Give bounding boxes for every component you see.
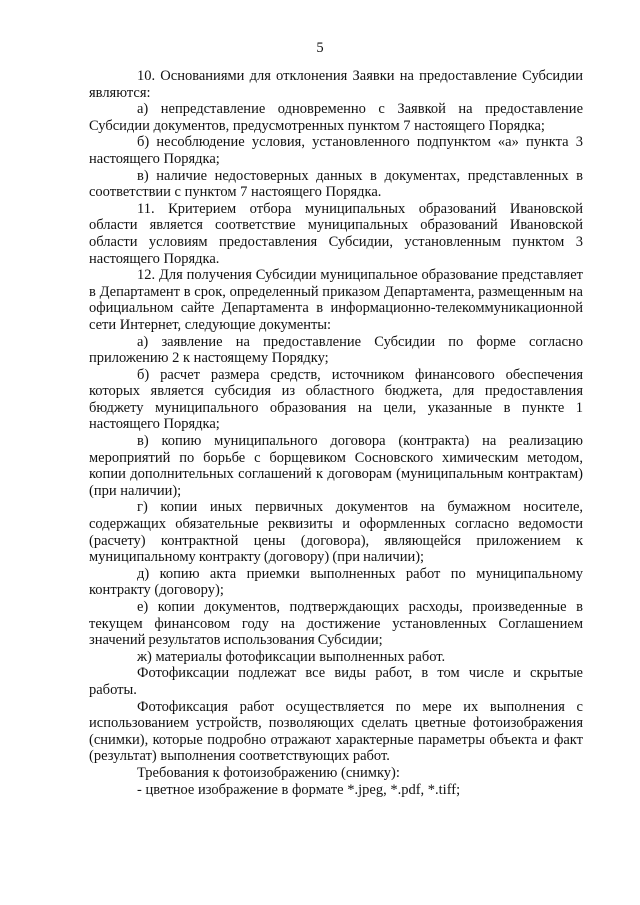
paragraph-photo-requirements: Требования к фотоизображению (снимку): [137, 764, 400, 781]
paragraph-photo-format: - цветное изображение в формате *.jpeg, *.pdf, *.tiff; [137, 781, 461, 798]
paragraph-12-e: е) копии документов, подтверждающих расходы, произведенные в текущем финансовом году на достижение установленных Соглашением значений результатов использования Субсидии; [89, 599, 583, 649]
paragraph-10: 10. Основаниями для отклонения Заявки на предоставление Субсидии являются: [89, 68, 583, 101]
paragraph-12-d: д) копию акта приемки выполненных работ по муниципальному контракту (договору); [89, 565, 583, 599]
paragraph-12-b: б) расчет размера средств, источником финансового обеспечения которых является субсидия из областного бюджета, для предоставления бюджету муниципального образования на цели, указанные в пункте 1 настоящего Порядка; [89, 366, 583, 433]
paragraph-12: 12. Для получения Субсидии муниципальное образование представляет в Департамент в срок, определенный приказом Департамента, размещенным на официальном сайте Департамента в информационно-телекоммуникационной сети Интернет, следующие документы: [89, 267, 583, 333]
paragraph-10-a: а) непредставление одновременно с Заявкой на предоставление Субсидии документов, предусмотренных пунктом 7 настоящего Порядка; [89, 101, 583, 134]
page-number: 5 [316, 40, 324, 56]
paragraph-12-a: а) заявление на предоставление Субсидии по форме согласно приложению 2 к настоящему Порядку; [89, 333, 583, 367]
paragraph-photo-scope: Фотофиксации подлежат все виды работ, в том числе и скрытые работы. [89, 665, 583, 698]
paragraph-photo-procedure: Фотофиксация работ осуществляется по мере их выполнения с использованием устройств, позволяющих сделать цветные фотоизображения (снимки), которые подробно отражают характерные параметры объекта и факт (результат) выполнения соответствующих работ. [89, 698, 583, 765]
paragraph-12-zh: ж) материалы фотофиксации выполненных работ. [137, 648, 446, 665]
paragraph-12-g: г) копии иных первичных документов на бумажном носителе, содержащих обязательные реквизиты и оформленных согласно ведомости (расчету) контрактной цены (договора), являющейся приложением к муниципальному контракту (договору) (при наличии); [89, 499, 583, 566]
paragraph-12-v: в) копию муниципального договора (контракта) на реализацию мероприятий по борьбе с борщевиком Сосновского химическим методом, копии дополнительных соглашений к договорам (муниципальным контрактам) (при наличии); [89, 433, 583, 499]
paragraph-10-v: в) наличие недостоверных данных в документах, представленных в соответствии с пунктом 7 настоящего Порядка. [89, 167, 583, 201]
document-body [89, 68, 583, 798]
paragraph-10-b: б) несоблюдение условия, установленного подпунктом «а» пункта 3 настоящего Порядка; [89, 134, 583, 167]
paragraph-11: 11. Критерием отбора муниципальных образований Ивановской области является соответствие муниципальных образований Ивановской области условиям предоставления Субсидии, установленным пунктом 3 настоящего Порядка. [89, 200, 583, 267]
